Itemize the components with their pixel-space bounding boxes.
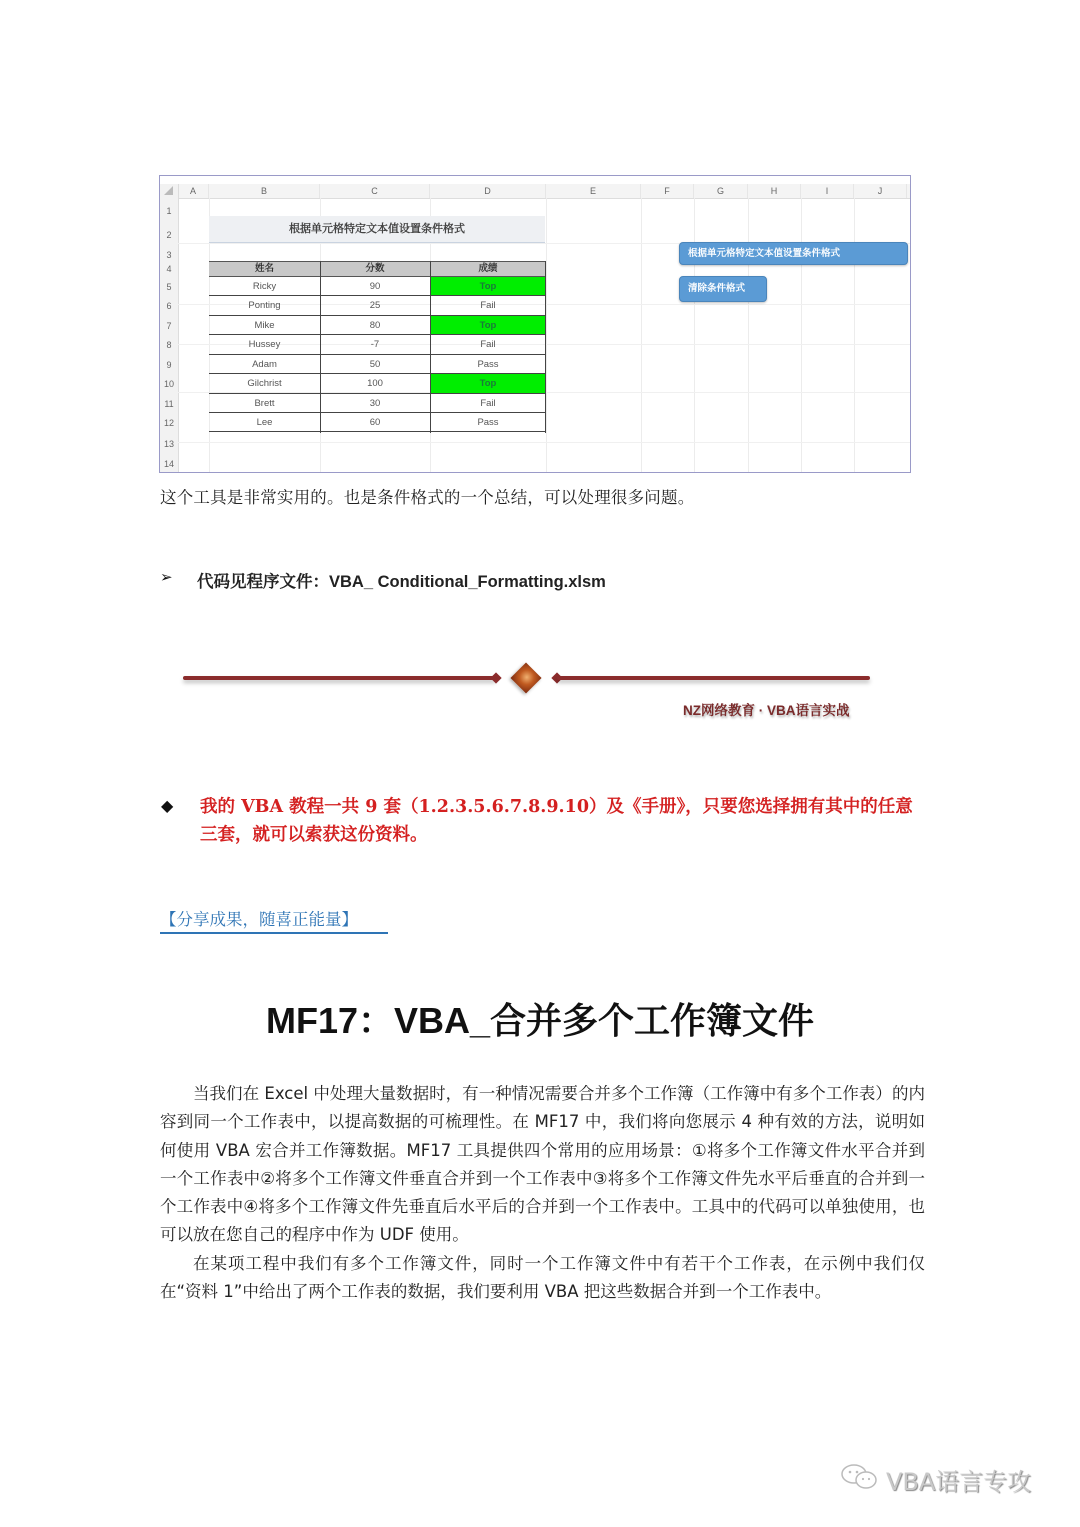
column-header-j[interactable]: J	[854, 184, 907, 198]
cell-grade[interactable]: Top	[431, 277, 545, 296]
section-heading: MF17：VBA_合并多个工作簿文件	[265, 1000, 815, 1041]
column-header-a[interactable]: A	[178, 184, 209, 198]
cell-name[interactable]: Gilchrist	[247, 378, 282, 389]
cell-name[interactable]: Ponting	[248, 300, 281, 311]
column-header-i[interactable]: I	[801, 184, 854, 198]
divider-ornament-icon	[510, 662, 541, 693]
row-number[interactable]: 14	[163, 459, 174, 469]
cell-name[interactable]: Brett	[254, 398, 275, 409]
cell-score[interactable]: 100	[367, 378, 383, 389]
row-number[interactable]: 1	[166, 206, 172, 216]
cell-score[interactable]: 90	[369, 281, 381, 292]
grid-line	[801, 198, 802, 473]
cell-grade[interactable]: Pass	[477, 359, 499, 370]
table-row-border	[209, 431, 545, 432]
notice-text: 我的 VBA 教程一共 9 套（1.2.3.5.6.7.8.9.10）及《手册》，只要您选择拥有其中的任意三套，就可以索获这份资料。	[200, 797, 913, 845]
sheet-title: 根据单元格特定文本值设置条件格式	[209, 216, 545, 243]
table-header-name: 姓名	[209, 261, 320, 277]
divider-diamond-left-icon	[490, 672, 501, 683]
row-number[interactable]: 6	[166, 301, 172, 311]
row-number[interactable]: 8	[166, 340, 172, 350]
code-file-reference: 代码见程序文件：VBA_ Conditional_Formatting.xlsm	[197, 573, 606, 591]
row-number[interactable]: 7	[166, 321, 172, 331]
grid-line	[546, 198, 547, 473]
paragraph: 当我们在 Excel 中处理大量数据时，有一种情况需要合并多个工作簿（工作簿中有多个工作表）的内容到同一个工作表中，以提高数据的可梳理性。在 MF17 中，我们将向您展示 4 种有效的方法，说明如何使用 VBA 宏合并工作簿数据。MF17 工具提供四个常用的应用场景：①将多个工作簿文件水平合并到一个工作表中②将多个工作簿文件垂直合并到一个工作表中③将多个工作簿文件先水平后垂直的合并到一个工作表中④将多个工作簿文件先垂直后水平后的合并到一个工作表中。工具中的代码可以单独使用，也可以放在您自己的程序中作为 UDF 使用。	[160, 1084, 925, 1245]
column-header-b[interactable]: B	[209, 184, 320, 198]
cell-grade[interactable]: Fail	[480, 398, 496, 409]
column-header-e[interactable]: E	[546, 184, 641, 198]
cell-grade[interactable]: Top	[431, 316, 545, 335]
grid-line	[694, 198, 695, 473]
column-header-g[interactable]: G	[694, 184, 748, 198]
divider-caption: NZ网络教育 · VBA语言实战	[683, 703, 850, 718]
cell-score[interactable]: 30	[369, 398, 381, 409]
column-header-d[interactable]: D	[430, 184, 546, 198]
grid-line	[854, 198, 855, 473]
cell-name[interactable]: Lee	[256, 417, 273, 428]
grid-line	[178, 442, 910, 443]
summary-text: 这个工具是非常实用的。也是条件格式的一个总结，可以处理很多问题。	[160, 488, 695, 507]
wechat-icon	[840, 1462, 880, 1492]
cell-name[interactable]: Mike	[254, 320, 275, 331]
cell-score[interactable]: 80	[369, 320, 381, 331]
table-column-separator	[430, 261, 431, 433]
cell-score[interactable]: -7	[370, 339, 380, 350]
clear-conditional-format-button[interactable]: 清除条件格式	[679, 276, 767, 302]
cell-grade[interactable]: Pass	[477, 417, 499, 428]
row-number[interactable]: 10	[163, 379, 174, 389]
cell-score[interactable]: 25	[369, 300, 381, 311]
row-number[interactable]: 2	[166, 230, 172, 240]
diamond-bullet-icon: ◆	[161, 796, 174, 815]
cell-grade[interactable]: Top	[431, 374, 545, 394]
divider-line-left	[183, 676, 496, 680]
cell-grade[interactable]: Fail	[480, 339, 496, 350]
paragraph: 在某项工程中我们有多个工作簿文件，同时一个工作簿文件中有若干个工作表，在示例中我们仅在“资料 1”中给出了两个工作表的数据，我们要利用 VBA 把这些数据合并到一个工作表中。	[160, 1253, 925, 1302]
row-number[interactable]: 12	[163, 418, 174, 428]
cell-name[interactable]: Ricky	[252, 281, 277, 292]
column-header-c[interactable]: C	[320, 184, 430, 198]
grid-line	[641, 198, 642, 473]
row-number[interactable]: 13	[163, 439, 174, 449]
row-number[interactable]: 9	[166, 360, 172, 370]
watermark-text: VBA语言专攻	[886, 1468, 1032, 1496]
grid-line	[748, 198, 749, 473]
column-header-f[interactable]: F	[641, 184, 694, 198]
spreadsheet-screenshot	[159, 175, 911, 473]
table-column-separator	[545, 261, 546, 433]
row-number[interactable]: 11	[164, 399, 174, 409]
cell-name[interactable]: Hussey	[248, 339, 281, 350]
row-number[interactable]: 3	[166, 250, 172, 260]
cell-name[interactable]: Adam	[252, 359, 277, 370]
article-body	[160, 1080, 925, 1306]
row-number[interactable]: 4	[166, 264, 172, 274]
cell-score[interactable]: 60	[369, 417, 381, 428]
column-header-h[interactable]: H	[748, 184, 801, 198]
arrow-bullet-icon: ➢	[160, 568, 173, 586]
select-all-corner-icon[interactable]	[164, 186, 173, 195]
apply-conditional-format-button[interactable]: 根据单元格特定文本值设置条件格式	[679, 242, 908, 265]
cell-score[interactable]: 50	[369, 359, 381, 370]
table-header-grade: 成绩	[430, 261, 546, 277]
divider-line-right	[557, 676, 870, 680]
cell-grade[interactable]: Fail	[480, 300, 496, 311]
share-link[interactable]: 【分享成果，随喜正能量】	[160, 906, 388, 934]
table-header-score: 分数	[320, 261, 430, 277]
row-number[interactable]: 5	[166, 282, 172, 292]
table-column-separator	[320, 261, 321, 433]
